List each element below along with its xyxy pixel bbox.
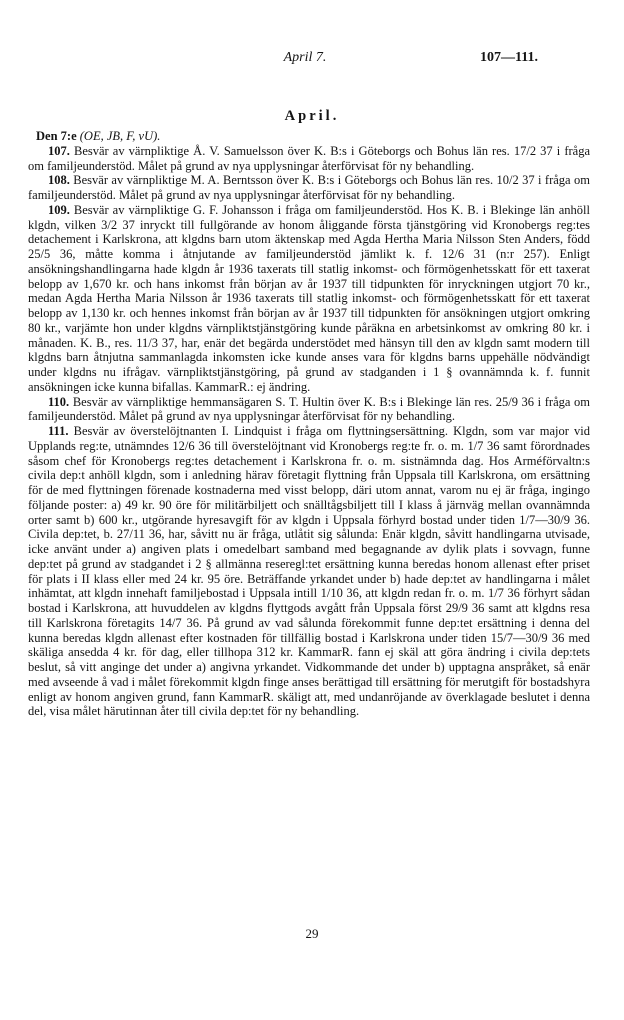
session-date: Den 7:e xyxy=(36,129,77,143)
case-number: 111. xyxy=(48,424,69,438)
case-text: Besvär av värnpliktige Å. V. Samuelsson över K. B:s i Göteborgs och Bohus län res. 17/2 37 i fråga om familjeunderstöd. Målet på grund av nya upplysningar återförvisat för ny behandling. xyxy=(28,143,590,173)
case-entry-107 xyxy=(28,144,590,174)
running-head-date: April 7. xyxy=(283,50,327,65)
case-entry-111 xyxy=(28,424,590,719)
case-text: Besvär av värnpliktige G. F. Johansson i fråga om familjeunderstöd. Hos K. B. i Blekinge län anhöll klgdn, vilken 3/2 37 inryckt till fullgörande av honom åliggande första tjänstgöring vid Kronobergs reg:tes detachement i Karlskrona, att klgdns barn utom äktenskap med Agda Hertha Maria Nilsson Sten Anders, född 25/5 36, måtte komma i åtnjutande av familjeunderstöd jämlikt k. f. 12/6 31 (n:r 257). Enligt ansökningshandlingarna hade klgdn år 1936 taxerats till statlig inkomst- och förmögenhetsskatt för ett taxerat belopp av 1,670 kr. och hans inkomst från början av år 1937 till tidpunkten för inryckningen utgjort 70 kr., medan Agda Hertha Maria Nilsson år 1936 taxerats till statlig inkomst- och förmögenhetsskatt för ett taxerat belopp av 1,130 kr. och hennes inkomst från början av år 1937 till tidpunkten för ansökningen utgjort omkring 80 kr., varjämte hon under klgdns värnpliktstjänstgöring kunde påräkna en arbetsinkomst av omkring 80 kr. i månaden. K. B., res. 11/3 37, har, enär det begärda understödet med hänsyn till den av klgdn samt modern till klgdns barn åtnjutna sammanlagda inkomsten icke kunde anses vara för klgdns barns uppehälle nödvändigt under klgdns nu ifrågav. värnpliktstjänstgöring, på grund av stadganden i 1 § ovannämnda k. f. funnit ansökningen icke kunna bifallas. KammarR.: ej ändring. xyxy=(28,202,590,394)
month-heading: April. xyxy=(284,108,340,124)
session-panel: (OE, JB, F, vU). xyxy=(79,129,161,143)
case-number: 110. xyxy=(48,394,70,409)
page-number: 29 xyxy=(305,926,319,941)
session-date-line xyxy=(28,129,590,144)
case-number: 109. xyxy=(48,202,70,217)
running-head-page-range: 107—111. xyxy=(480,50,538,65)
case-number: 108. xyxy=(48,173,70,188)
case-entry-110 xyxy=(28,395,590,425)
document-body xyxy=(28,129,590,719)
case-number: 107. xyxy=(48,143,70,158)
case-text: Besvär av överstelöjtnanten I. Lindquist i fråga om flyttningsersättning. Klgdn, som var major vid Upplands reg:te, utnämndes 12/6 36 till överstelöjtnant vid Kronobergs reg:te fr. o. m. 1/7 36 samt förordnades såsom chef för Kronobergs reg:tes detachement i Karlskrona fr. o. m. sistnämnda dag. Hos Arméförvaltn:s civila dep:t anhöll klgdn, som i anledning härav företagit flyttning från Uppsala till Karlskrona, om ersättning för de med flyttningen förenade kostnaderna med visst belopp, däri utom annat, varom nu ej är fråga, ingingo följande poster: a) 49 kr. 90 öre för militärbiljett och snälltågsbiljett till I klass å järnväg mellan ovannämnda orter samt b) 600 kr., utgörande hyresavgift för av klgdn i Uppsala förhyrd bostad under tiden 1/7—30/9 36. Civila dep:tet, b. 27/11 36, har, såvitt nu är fråga, utlåtit sig sålunda: Enär klgdn, såvitt handlingarna utvisade, icke använt under a) angiven plats i omedelbart samband med begagnande av dylik plats i sovvagn, funne dep:tet på grund av stadgandet i 2 § allmänna reseregl:tet ersättning kunna beredas honom allenast efter priset för plats i II klass eller med 24 kr. 95 öre. Beträffande yrkandet under b) hade dep:tet av handlingarna i målet inhämtat, att klgdn innehaft familjebostad i Uppsala intill 1/10 36, att klgdn redan fr. o. m. 1/7 36 förhyrt sådan bostad i Karlskrona, att huvuddelen av klgdns flyttgods avgått från Uppsala först 29/9 36 samt att klgdns resa till Karlskrona företagits 14/7 36. På grund av vad sålunda förekommit funne dep:tet ersättning i denna del kunna beredas klgdn allenast efter kostnaden för tillfällig bostad i Karlskrona under tiden 15/7—30/9 36 med skäliga ansedda 4 kr. för dag, eller tillhopa 312 kr. KammarR. fann ej skäl att göra ändring i civila dep:tets beslut, så vitt anginge det under a) angivna yrkandet. Vidkommande det under b) upptagna anspråket, så enär med avseende å vad i målet förekommit klgdn finge anses berättigad till ersättning för merutgift för bostadshyra enligt av honom angiven grund, fann KammarR. skäligt att, med undanröjande av överklagade beslutet i denna del, visa målet härutinnan åter till civila dep:tet för ny behandling. xyxy=(28,424,590,719)
case-entry-109 xyxy=(28,203,590,395)
case-text: Besvär av värnpliktige hemmansägaren S. T. Hultin över K. B:s i Blekinge län res. 25/9 36 i fråga om familjeunderstöd. Målet på grund av nya upplysningar återförvisat för ny behandling. xyxy=(28,394,590,424)
case-text: Besvär av värnpliktige M. A. Berntsson över K. B:s i Göteborgs och Bohus län res. 10/2 37 i fråga om familjeunderstöd. Målet på grund av nya upplysningar återförvisat för ny behandling. xyxy=(28,173,590,202)
case-entry-108 xyxy=(28,173,590,203)
